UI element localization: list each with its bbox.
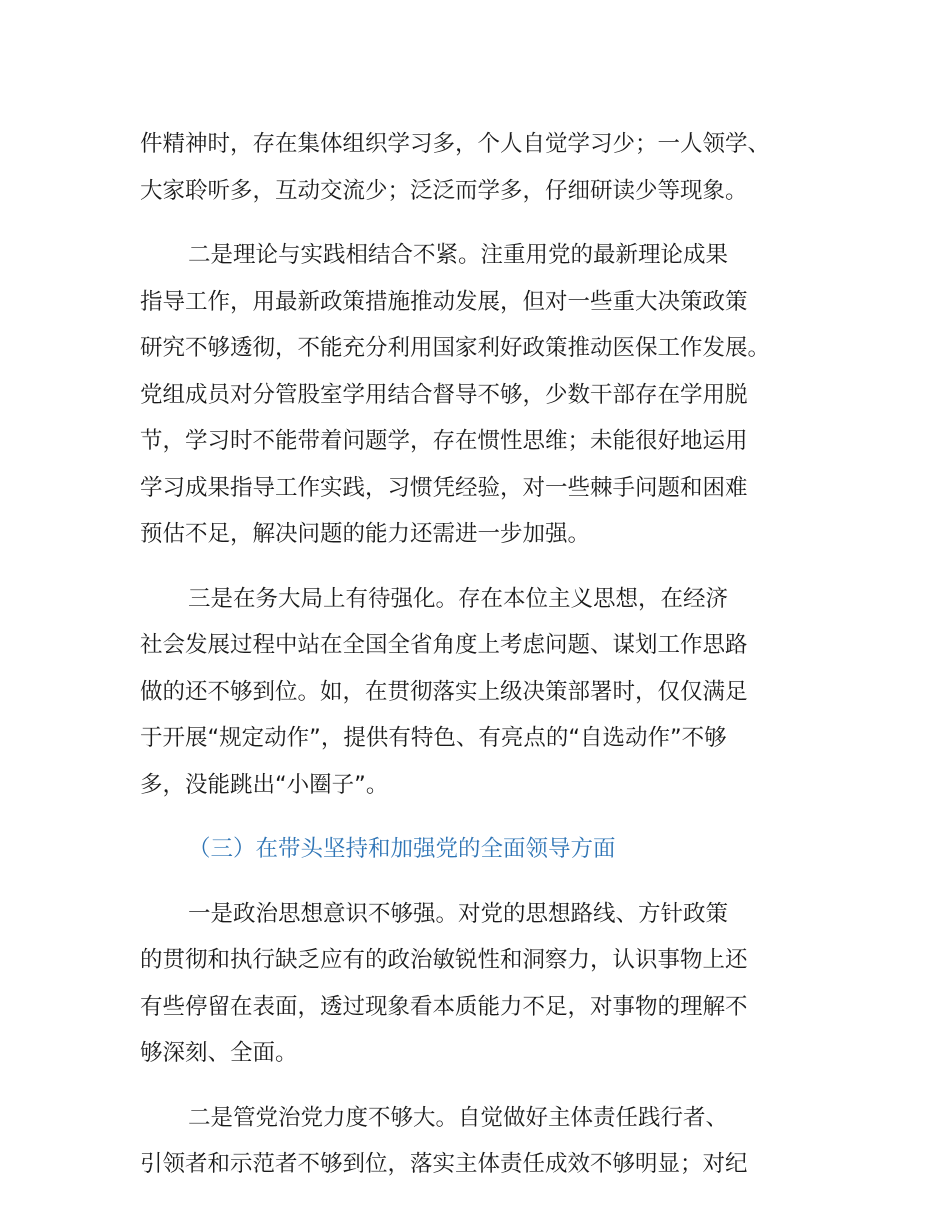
text-line: 有些停留在表面，透过现象看本质能力不足，对事物的理解不 — [140, 993, 748, 1020]
document-body — [140, 121, 830, 1188]
paragraph — [140, 891, 830, 1077]
text-line: 指导工作，用最新政策措施推动发展，但对一些重大决策政策 — [140, 288, 748, 315]
paragraph — [140, 1095, 830, 1188]
section-heading-text: （三）在带头坚持和加强党的全面领导方面 — [188, 836, 616, 862]
text-line: 研究不够透彻，不能充分利用国家利好政策推动医保工作发展。 — [140, 335, 771, 361]
text-line: 二是管党治党力度不够大。自觉做好主体责任践行者、 — [188, 1104, 729, 1131]
text-line: 引领者和示范者不够到位，落实主体责任成效不够明显；对纪 — [140, 1151, 748, 1177]
paragraph — [140, 576, 830, 809]
text-line: 大家聆听多，互动交流少；泛泛而学多，仔细研读少等现象。 — [140, 177, 748, 204]
text-line: 多，没能跳出“小圈子”。 — [140, 771, 389, 798]
text-line: 党组成员对分管股室学用结合督导不够，少数干部存在学用脱 — [140, 381, 748, 408]
text-line: 节，学习时不能带着问题学，存在惯性思维；未能很好地运用 — [140, 428, 748, 454]
paragraph — [140, 232, 830, 558]
text-line: 做的还不够到位。如，在贯彻落实上级决策部署时，仅仅满足 — [140, 678, 748, 705]
paragraph — [140, 121, 830, 214]
section-heading — [140, 826, 830, 873]
text-line: 三是在务大局上有待强化。存在本位主义思想，在经济 — [188, 585, 729, 612]
text-line: 社会发展过程中站在全国全省角度上考虑问题、谋划工作思路 — [140, 632, 748, 658]
text-line: 一是政治思想意识不够强。对党的思想路线、方针政策 — [188, 900, 729, 927]
text-line: 二是理论与实践相结合不紧。注重用党的最新理论成果 — [188, 242, 729, 268]
text-line: 预估不足，解决问题的能力还需进一步加强。 — [140, 521, 591, 547]
text-line: 于开展“规定动作”，提供有特色、有亮点的“自选动作”不够 — [140, 725, 727, 751]
text-line: 的贯彻和执行缺乏应有的政治敏锐性和洞察力，认识事物上还 — [140, 947, 748, 973]
text-line: 学习成果指导工作实践，习惯凭经验，对一些棘手问题和困难 — [140, 474, 748, 501]
text-line: 够深刻、全面。 — [140, 1040, 298, 1066]
text-line: 件精神时，存在集体组织学习多，个人自觉学习少；一人领学、 — [140, 131, 771, 157]
